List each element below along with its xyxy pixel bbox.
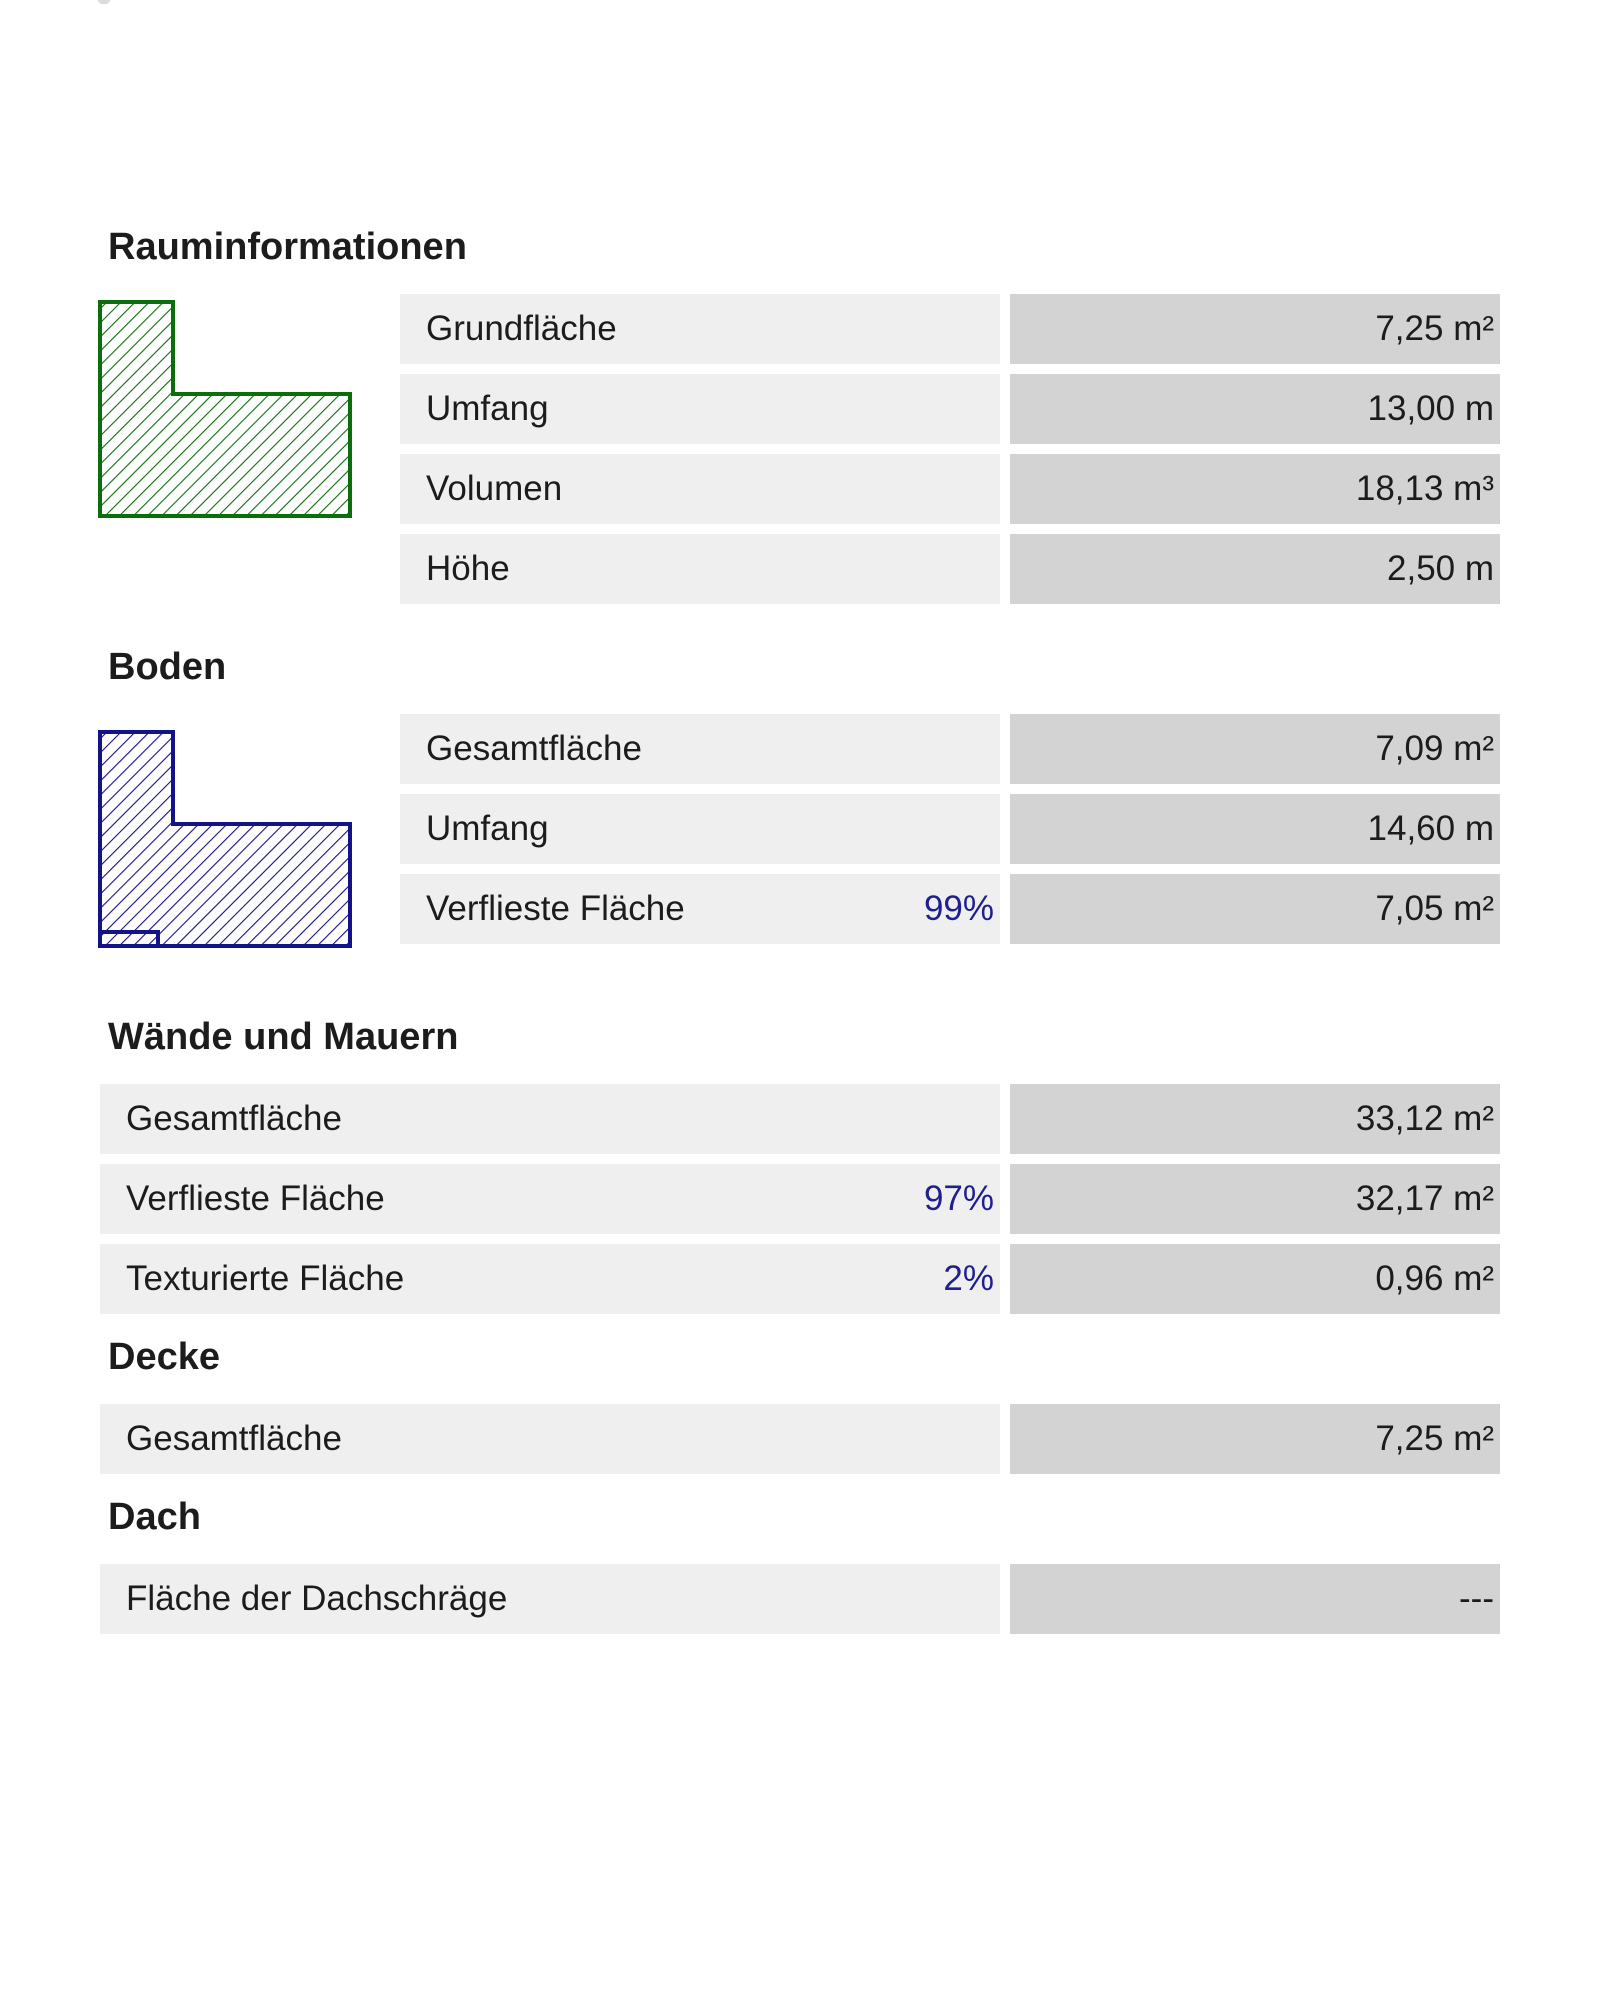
row-value-hoehe: 2,50 m (1010, 534, 1500, 604)
row-label-verflieste-flaeche (400, 874, 1000, 944)
row-value-gesamtflaeche: 7,09 m² (1010, 714, 1500, 784)
row-value-dachschraege: --- (1010, 1564, 1500, 1634)
row-value-texturierte-flaeche: 0,96 m² (1010, 1244, 1500, 1314)
row-label-volumen: Volumen (400, 454, 1000, 524)
row-label-gesamtflaeche: Gesamtfläche (100, 1084, 1000, 1154)
row-label-grundflaeche: Grundfläche (400, 294, 1000, 364)
section-title-floor: Boden (108, 646, 227, 688)
row-label-umfang: Umfang (400, 374, 1000, 444)
row-label-verflieste-flaeche (100, 1164, 1000, 1234)
row-label-text: Verflieste Fläche (126, 1179, 385, 1218)
row-label-dachschraege: Fläche der Dachschräge (100, 1564, 1000, 1634)
row-value-umfang: 13,00 m (1010, 374, 1500, 444)
row-label-hoehe: Höhe (400, 534, 1000, 604)
row-value-volumen: 18,13 m³ (1010, 454, 1500, 524)
section-title-walls: Wände und Mauern (108, 1016, 459, 1058)
row-label-umfang: Umfang (400, 794, 1000, 864)
room-outline-icon (96, 298, 356, 520)
percent-badge: 99% (923, 889, 994, 928)
row-value-gesamtflaeche: 7,25 m² (1010, 1404, 1500, 1474)
percent-badge: 97% (923, 1179, 994, 1218)
row-label-gesamtflaeche: Gesamtfläche (400, 714, 1000, 784)
section-title-room-info: Rauminformationen (108, 226, 467, 268)
row-value-verflieste-flaeche: 7,05 m² (1010, 874, 1500, 944)
section-title-ceiling: Decke (108, 1336, 220, 1378)
row-value-grundflaeche: 7,25 m² (1010, 294, 1500, 364)
row-label-texturierte-flaeche (100, 1244, 1000, 1314)
floor-outline-icon (96, 728, 356, 950)
top-edge-mark (98, 0, 110, 4)
percent-badge: 2% (943, 1259, 994, 1298)
row-label-text: Texturierte Fläche (126, 1259, 405, 1298)
row-value-gesamtflaeche: 33,12 m² (1010, 1084, 1500, 1154)
row-value-verflieste-flaeche: 32,17 m² (1010, 1164, 1500, 1234)
row-label-gesamtflaeche: Gesamtfläche (100, 1404, 1000, 1474)
row-label-text: Verflieste Fläche (426, 889, 685, 928)
row-value-umfang: 14,60 m (1010, 794, 1500, 864)
section-title-roof: Dach (108, 1496, 201, 1538)
